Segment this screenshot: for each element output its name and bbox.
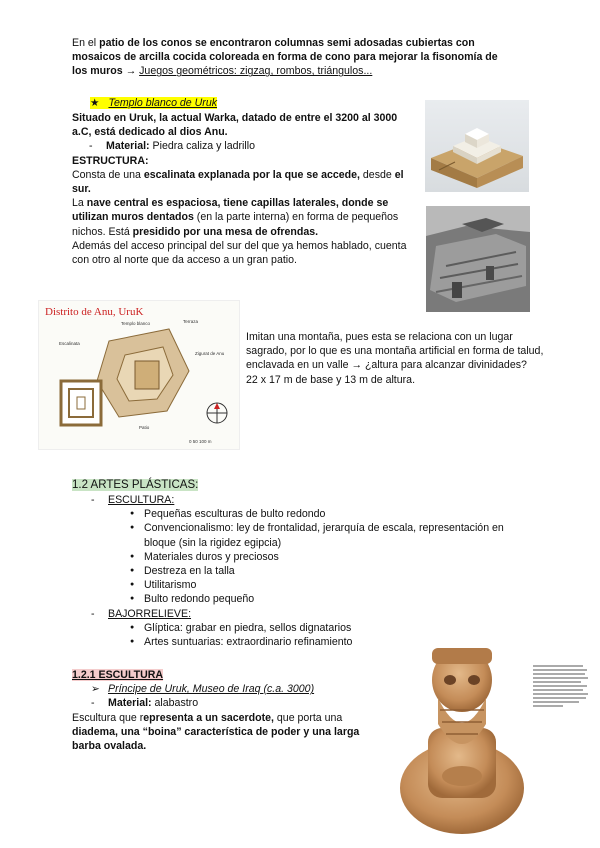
mountain-description: Imitan una montaña, pues esta se relaciona con un lugar sagrado, por lo que es una montaña artificial en forma de talud, enclavada en un valle → ¿altura para alcanzar divinidades? [246,331,544,372]
sculpture-material-list [108,696,372,710]
sculpture-section [72,668,372,753]
sculpture-heading: 1.2.1 ESCULTURA [72,669,164,681]
list-item: ● Glíptica: grabar en piedra, sellos dignatarios [144,621,532,635]
structure-heading: ESTRUCTURA: [72,154,149,167]
list-item: ● Bulto redondo pequeño [144,592,532,606]
plan-label-temple: Templo blanco [121,321,151,326]
temple-location: Situado en Uruk, la actual Warka, datado de entre el 3200 al 3000 a.C, está dedicado al dios Anu. [72,112,398,139]
bajorrelieve-list [108,607,532,621]
structure-p2: La nave central es espaciosa, tiene capillas laterales, donde se utilizan muros dentados (en la parte interna) en forma de pequeños nichos. Está presidido por una mesa de ofrendas. [72,197,399,238]
prince-of-uruk-image [388,638,534,838]
plan-label-ziggurat: Zigurat de Anu [195,351,225,356]
list-item: ● Convencionalismo: ley de frontalidad, jerarquía de escala, representación en bloque (sin la rigidez egipcia) [144,521,532,549]
mountain-text [246,330,546,387]
excavation-photo [426,206,530,312]
structure-p3: Además del acceso principal del sur del que ya hemos hablado, cuenta con otro al norte que da acceso a un gran patio. [72,239,407,267]
intro-arrow: → [122,65,140,78]
list-item: ● Pequeñas esculturas de bulto redondo [144,507,532,521]
intro-bold: patio de los conos se encontraron columnas semi adosadas cubiertas con mosaicos de arcilla cocida coloreada en forma de cono para mejorar la fisonomía de los muros [72,37,498,78]
temple-text [72,111,418,267]
sculpture-description: Escultura que representa a un sacerdote, que porta una diadema, una “boina” característica de poder y una larga barba ovalada. [72,711,360,753]
intro-link[interactable]: Juegos geométricos: zigzag, rombos, triángulos... [139,65,373,78]
caption-texture [533,664,589,708]
sculpture-work-list [108,682,372,696]
plan-label-stair: Escalinata [59,341,80,346]
list-item: ● Artes suntuarias: extraordinario refinamiento [144,635,532,649]
star-icon: ★ [90,97,100,109]
temple-heading [90,96,217,110]
temple-heading-text: Templo blanco de Uruk [108,97,218,109]
mountain-dimensions: 22 x 17 m de base y 13 m de altura. [246,373,416,386]
escultura-list [108,493,532,507]
list-item: ● Materiales duros y preciosos [144,550,532,564]
escultura-items [144,507,532,606]
list-item: - ESCULTURA: [108,493,532,507]
arts-heading: 1.2 ARTES PLÁSTICAS: [72,479,199,491]
intro-paragraph [72,36,502,79]
intro-text-1: En el [72,37,100,49]
list-item: - Material: alabastro [108,696,372,710]
plan-label-scale: 0 50 100 m [189,439,212,444]
list-item: - Material: Piedra caliza y ladrillo [106,139,418,153]
list-item: - BAJORRELIEVE: [108,607,532,621]
structure-p1: Consta de una escalinata explanada por la que se accede, desde el sur. [72,168,404,196]
arts-section [72,478,532,649]
list-item: ● Destreza en la talla [144,564,532,578]
plan-label-court: Patio [139,425,150,430]
list-item: ● Utilitarismo [144,578,532,592]
temple-heading-highlight [90,97,217,109]
anu-district-plan [38,300,240,450]
plan-title: Distrito de Anu, UruK [45,306,144,318]
temple-material-list [106,139,418,153]
list-item: ➢ Príncipe de Uruk, Museo de Iraq (c.a. 3000) [108,682,372,696]
plan-label-terrace: Terraza [183,319,199,324]
temple-reconstruction-image [425,100,529,192]
